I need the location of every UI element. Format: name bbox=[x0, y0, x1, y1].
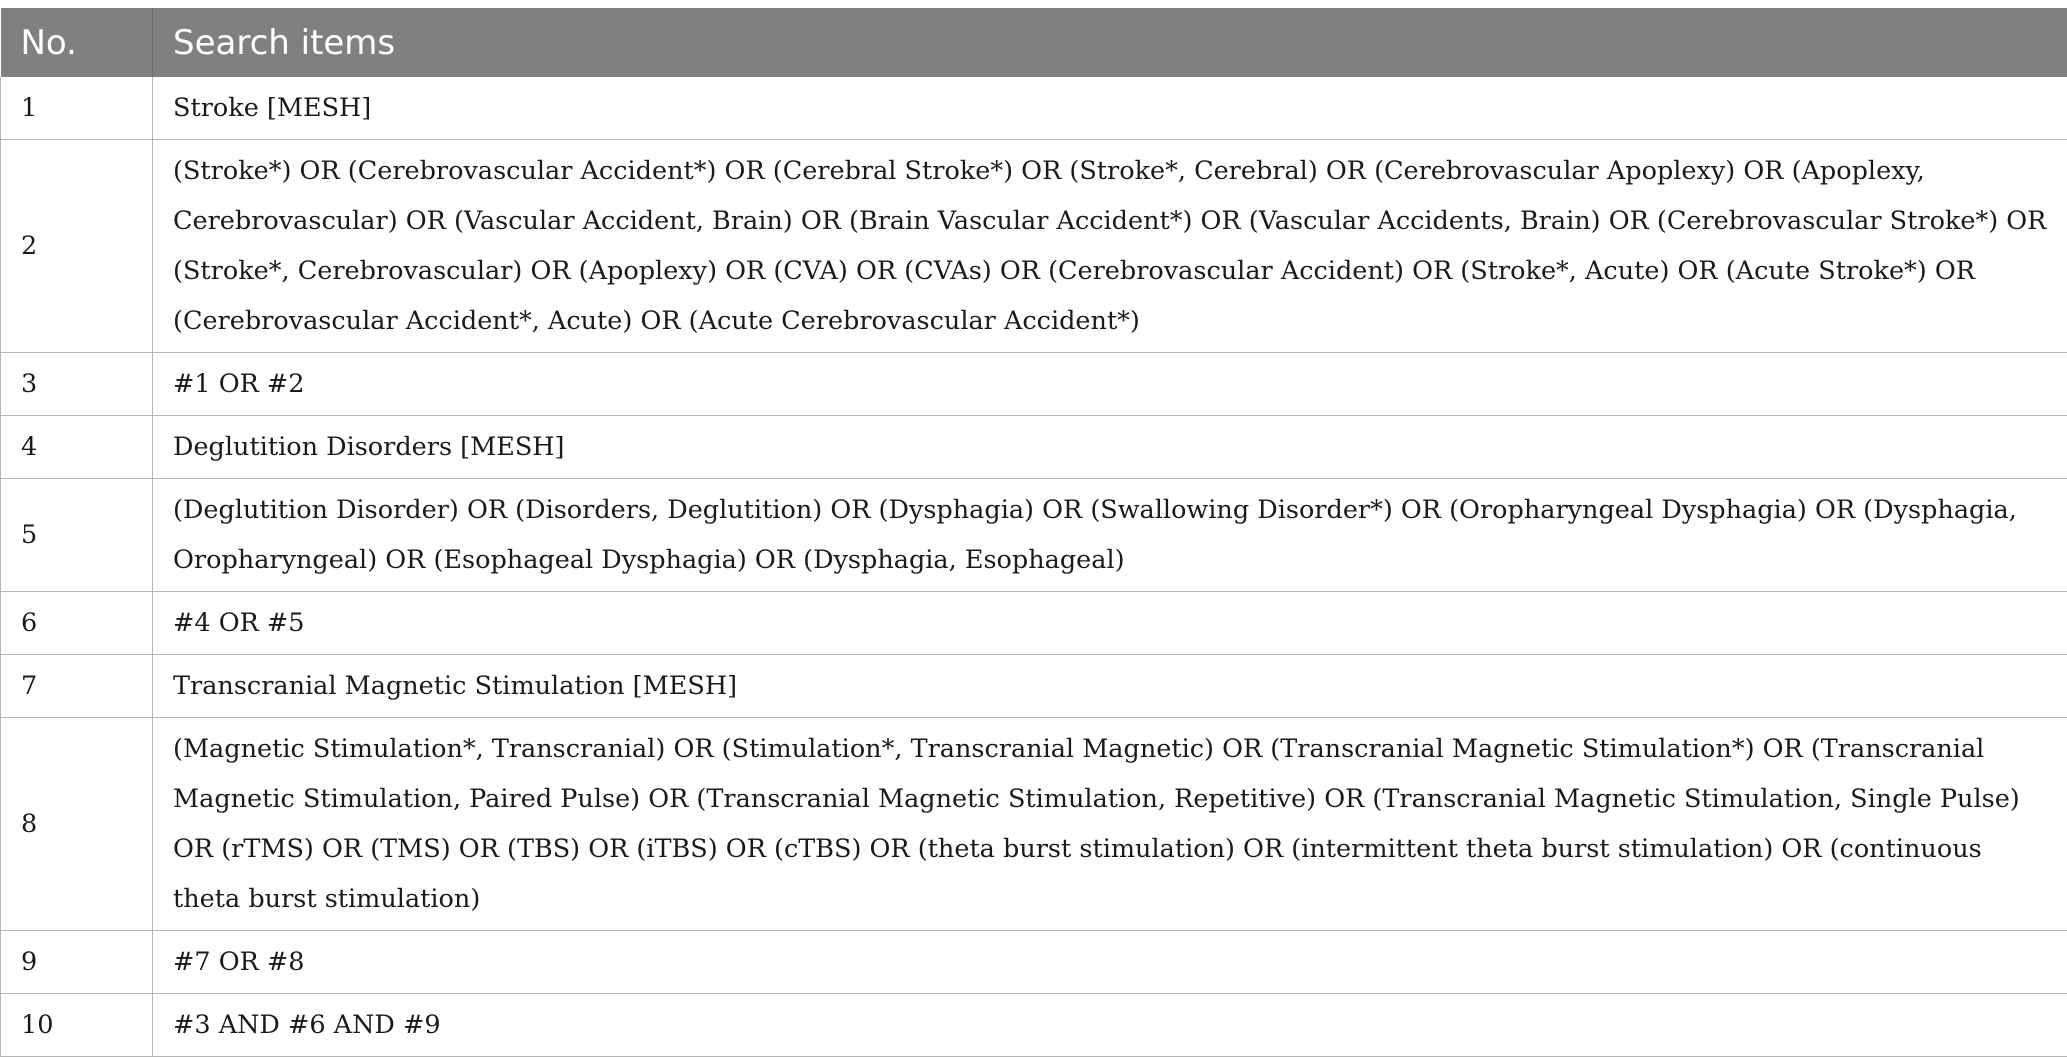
row-number: 1 bbox=[1, 77, 153, 140]
table-row bbox=[1, 718, 2067, 931]
header-no: No. bbox=[1, 8, 153, 77]
search-item: (Deglutition Disorder) OR (Disorders, Deglutition) OR (Dysphagia) OR (Swallowing Disorder*) OR (Oropharyngeal Dysphagia) OR (Dysphagia, Oropharyngeal) OR (Esophageal Dysphagia) OR (Dysphagia, Esophageal) bbox=[153, 479, 2067, 592]
table-row bbox=[1, 592, 2067, 655]
search-item: Transcranial Magnetic Stimulation [MESH] bbox=[153, 655, 2067, 718]
row-number: 8 bbox=[1, 718, 153, 931]
table-row bbox=[1, 479, 2067, 592]
search-item: Stroke [MESH] bbox=[153, 77, 2067, 140]
row-number: 10 bbox=[1, 994, 153, 1057]
row-number: 4 bbox=[1, 416, 153, 479]
search-item: #4 OR #5 bbox=[153, 592, 2067, 655]
row-number: 2 bbox=[1, 140, 153, 353]
table-row bbox=[1, 931, 2067, 994]
search-item: Deglutition Disorders [MESH] bbox=[153, 416, 2067, 479]
table-row bbox=[1, 994, 2067, 1057]
table-row bbox=[1, 77, 2067, 140]
table-row bbox=[1, 353, 2067, 416]
search-item: #3 AND #6 AND #9 bbox=[153, 994, 2067, 1057]
row-number: 3 bbox=[1, 353, 153, 416]
table-row bbox=[1, 140, 2067, 353]
table-body bbox=[1, 77, 2067, 1057]
row-number: 9 bbox=[1, 931, 153, 994]
table-header bbox=[1, 8, 2067, 77]
search-item: (Stroke*) OR (Cerebrovascular Accident*) OR (Cerebral Stroke*) OR (Stroke*, Cerebral) OR (Cerebrovascular Apoplexy) OR (Apoplexy, Cerebrovascular) OR (Vascular Accident, Brain) OR (Brain Vascular Accident*) OR (Vascular Accidents, Brain) OR (Cerebrovascular Stroke*) OR (Stroke*, Cerebrovascular) OR (Apoplexy) OR (CVA) OR (CVAs) OR (Cerebrovascular Accident) OR (Stroke*, Acute) OR (Acute Stroke*) OR (Cerebrovascular Accident*, Acute) OR (Acute Cerebrovascular Accident*) bbox=[153, 140, 2067, 353]
table-row bbox=[1, 655, 2067, 718]
row-number: 5 bbox=[1, 479, 153, 592]
header-row bbox=[1, 8, 2067, 77]
row-number: 6 bbox=[1, 592, 153, 655]
search-strategy-table-wrapper bbox=[0, 8, 2067, 1057]
search-item: #1 OR #2 bbox=[153, 353, 2067, 416]
search-item: #7 OR #8 bbox=[153, 931, 2067, 994]
table-row bbox=[1, 416, 2067, 479]
search-strategy-table bbox=[0, 8, 2067, 1057]
row-number: 7 bbox=[1, 655, 153, 718]
header-search-items: Search items bbox=[153, 8, 2067, 77]
search-item: (Magnetic Stimulation*, Transcranial) OR (Stimulation*, Transcranial Magnetic) OR (Transcranial Magnetic Stimulation*) OR (Transcranial Magnetic Stimulation, Paired Pulse) OR (Transcranial Magnetic Stimulation, Repetitive) OR (Transcranial Magnetic Stimulation, Single Pulse) OR (rTMS) OR (TMS) OR (TBS) OR (iTBS) OR (cTBS) OR (theta burst stimulation) OR (intermittent theta burst stimulation) OR (continuous theta burst stimulation) bbox=[153, 718, 2067, 931]
